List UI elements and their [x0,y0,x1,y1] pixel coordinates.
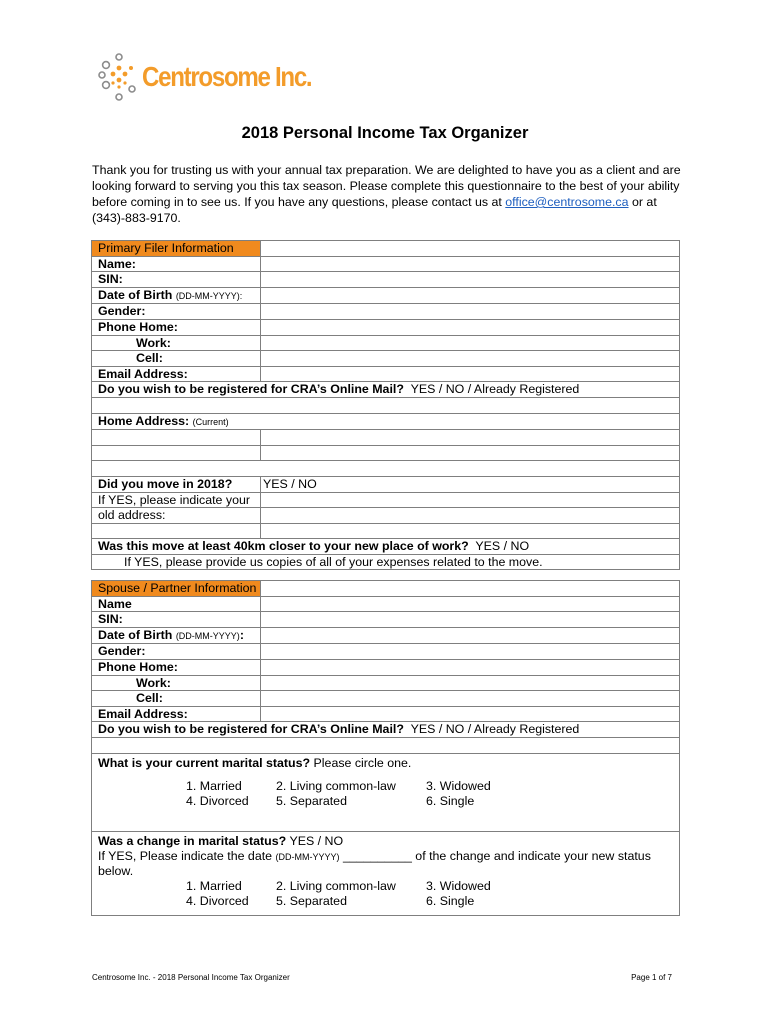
primary-home-address-label: Home Address: (Current) [92,413,680,430]
moved-question: Did you move in 2018? [92,476,261,492]
change-options[interactable]: YES / NO [289,834,344,849]
old-address-label-1: If YES, please indicate your [92,492,261,508]
spouse-dob-field[interactable] [261,627,680,644]
primary-filer-table [91,240,680,570]
primary-gender-field[interactable] [261,304,680,320]
spouse-table [91,580,680,916]
spouse-cell-field[interactable] [261,691,680,707]
old-address-line-1[interactable] [261,492,680,508]
primary-work-field[interactable] [261,335,680,351]
spouse-section-header: Spouse / Partner Information [92,581,261,597]
old-address-line-2[interactable] [261,508,680,524]
home-address-line-2[interactable] [261,445,680,461]
marital-option[interactable]: 5. Separated [276,893,347,908]
spacer-row [92,461,680,477]
primary-name-label: Name: [92,256,261,272]
spouse-email-field[interactable] [261,706,680,722]
spouse-cra-options[interactable]: YES / NO / Already Registered [410,722,580,737]
marital-question: What is your current marital status? [98,755,311,770]
primary-cra-question: Do you wish to be registered for CRA’s Online Mail? YES / NO / Already Registered [92,382,680,398]
primary-phone-home-label: Phone Home: [92,319,261,335]
primary-cell-label: Cell: [92,351,261,367]
moved-options[interactable]: YES / NO [263,476,317,491]
primary-email-field[interactable] [261,366,680,382]
footer-left: Centrosome Inc. - 2018 Personal Income Tax Organizer [92,973,290,982]
marital-option[interactable]: 2. Living common-law [276,779,396,794]
marital-option[interactable]: 6. Single [426,893,475,908]
spouse-dob-label: Date of Birth (DD-MM-YYYY): [92,627,261,644]
spouse-cra-question: Do you wish to be registered for CRA’s Online Mail? YES / NO / Already Registered [92,722,680,738]
marital-option[interactable]: 1. Married [186,779,242,794]
page-number: Page 1 of 7 [631,973,672,982]
primary-work-label: Work: [92,335,261,351]
marital-option[interactable]: 3. Widowed [426,878,491,893]
primary-sin-label: SIN: [92,272,261,288]
spouse-name-field[interactable] [261,596,680,612]
primary-phone-home-field[interactable] [261,319,680,335]
marital-option[interactable]: 6. Single [426,794,475,809]
primary-gender-label: Gender: [92,304,261,320]
change-instruction-cont: __________ of the change and indicate your new status [342,848,651,863]
spouse-phone-home-field[interactable] [261,659,680,675]
marital-status-section [92,753,680,832]
spacer-row [92,737,680,753]
spouse-gender-label: Gender: [92,644,261,660]
primary-email-label: Email Address: [92,366,261,382]
page-title: 2018 Personal Income Tax Organizer [241,124,529,142]
spouse-gender-field[interactable] [261,644,680,660]
change-question: Was a change in marital status? [98,834,287,849]
change-instruction: If YES, Please indicate the date [98,848,273,863]
intro-paragraph [92,162,682,226]
company-logo [98,52,339,102]
change-marital-options [186,879,679,909]
move-expenses-note: If YES, please provide us copies of all of your expenses related to the move. [92,554,680,570]
spouse-cell-label: Cell: [92,691,261,707]
primary-cra-options[interactable]: YES / NO / Already Registered [410,382,580,397]
change-date-format: (DD-MM-YYYY) [275,851,340,862]
marital-change-section [92,832,680,916]
spouse-sin-label: SIN: [92,612,261,628]
spouse-work-field[interactable] [261,675,680,691]
spouse-name-label: Name [92,596,261,612]
primary-dob-field[interactable] [261,287,680,304]
primary-dob-label: Date of Birth (DD-MM-YYYY): [92,287,261,304]
marital-option[interactable]: 4. Divorced [186,794,249,809]
marital-option[interactable]: 2. Living common-law [276,878,396,893]
spouse-sin-field[interactable] [261,612,680,628]
intro-text: Thank you for trusting us with your annual tax preparation. We are delighted to have you as a client and are looking forward to serving you this tax season. Please complete this questionnaire to the best of your ability before coming in to see us. If you have any questions, please contact us at [92,163,681,209]
home-address-line-1[interactable] [261,430,680,446]
email-link[interactable]: office@centrosome.ca [505,195,629,209]
primary-name-field[interactable] [261,256,680,272]
spouse-email-label: Email Address: [92,706,261,722]
marital-option[interactable]: 3. Widowed [426,779,491,794]
move-40km-question: Was this move at least 40km closer to your new place of work? YES / NO [92,539,680,555]
marital-option[interactable]: 4. Divorced [186,893,249,908]
move-40km-options[interactable]: YES / NO [475,539,530,554]
spacer-row [92,397,680,413]
marital-instruction: Please circle one. [313,755,412,770]
company-name: Centrosome Inc. [142,61,312,92]
spouse-phone-home-label: Phone Home: [92,659,261,675]
old-address-label-2: old address: [92,508,261,524]
intro-text-end: or at (343)-883-9170. [92,195,657,225]
old-address-line-3[interactable] [261,523,680,539]
primary-sin-field[interactable] [261,272,680,288]
change-instruction-end: below. [98,864,134,879]
centrosome-logo-icon [98,52,140,102]
spouse-work-label: Work: [92,675,261,691]
marital-option[interactable]: 5. Separated [276,794,347,809]
marital-option[interactable]: 1. Married [186,878,242,893]
primary-cell-field[interactable] [261,351,680,367]
primary-section-header: Primary Filer Information [92,241,261,257]
marital-options [186,779,679,809]
